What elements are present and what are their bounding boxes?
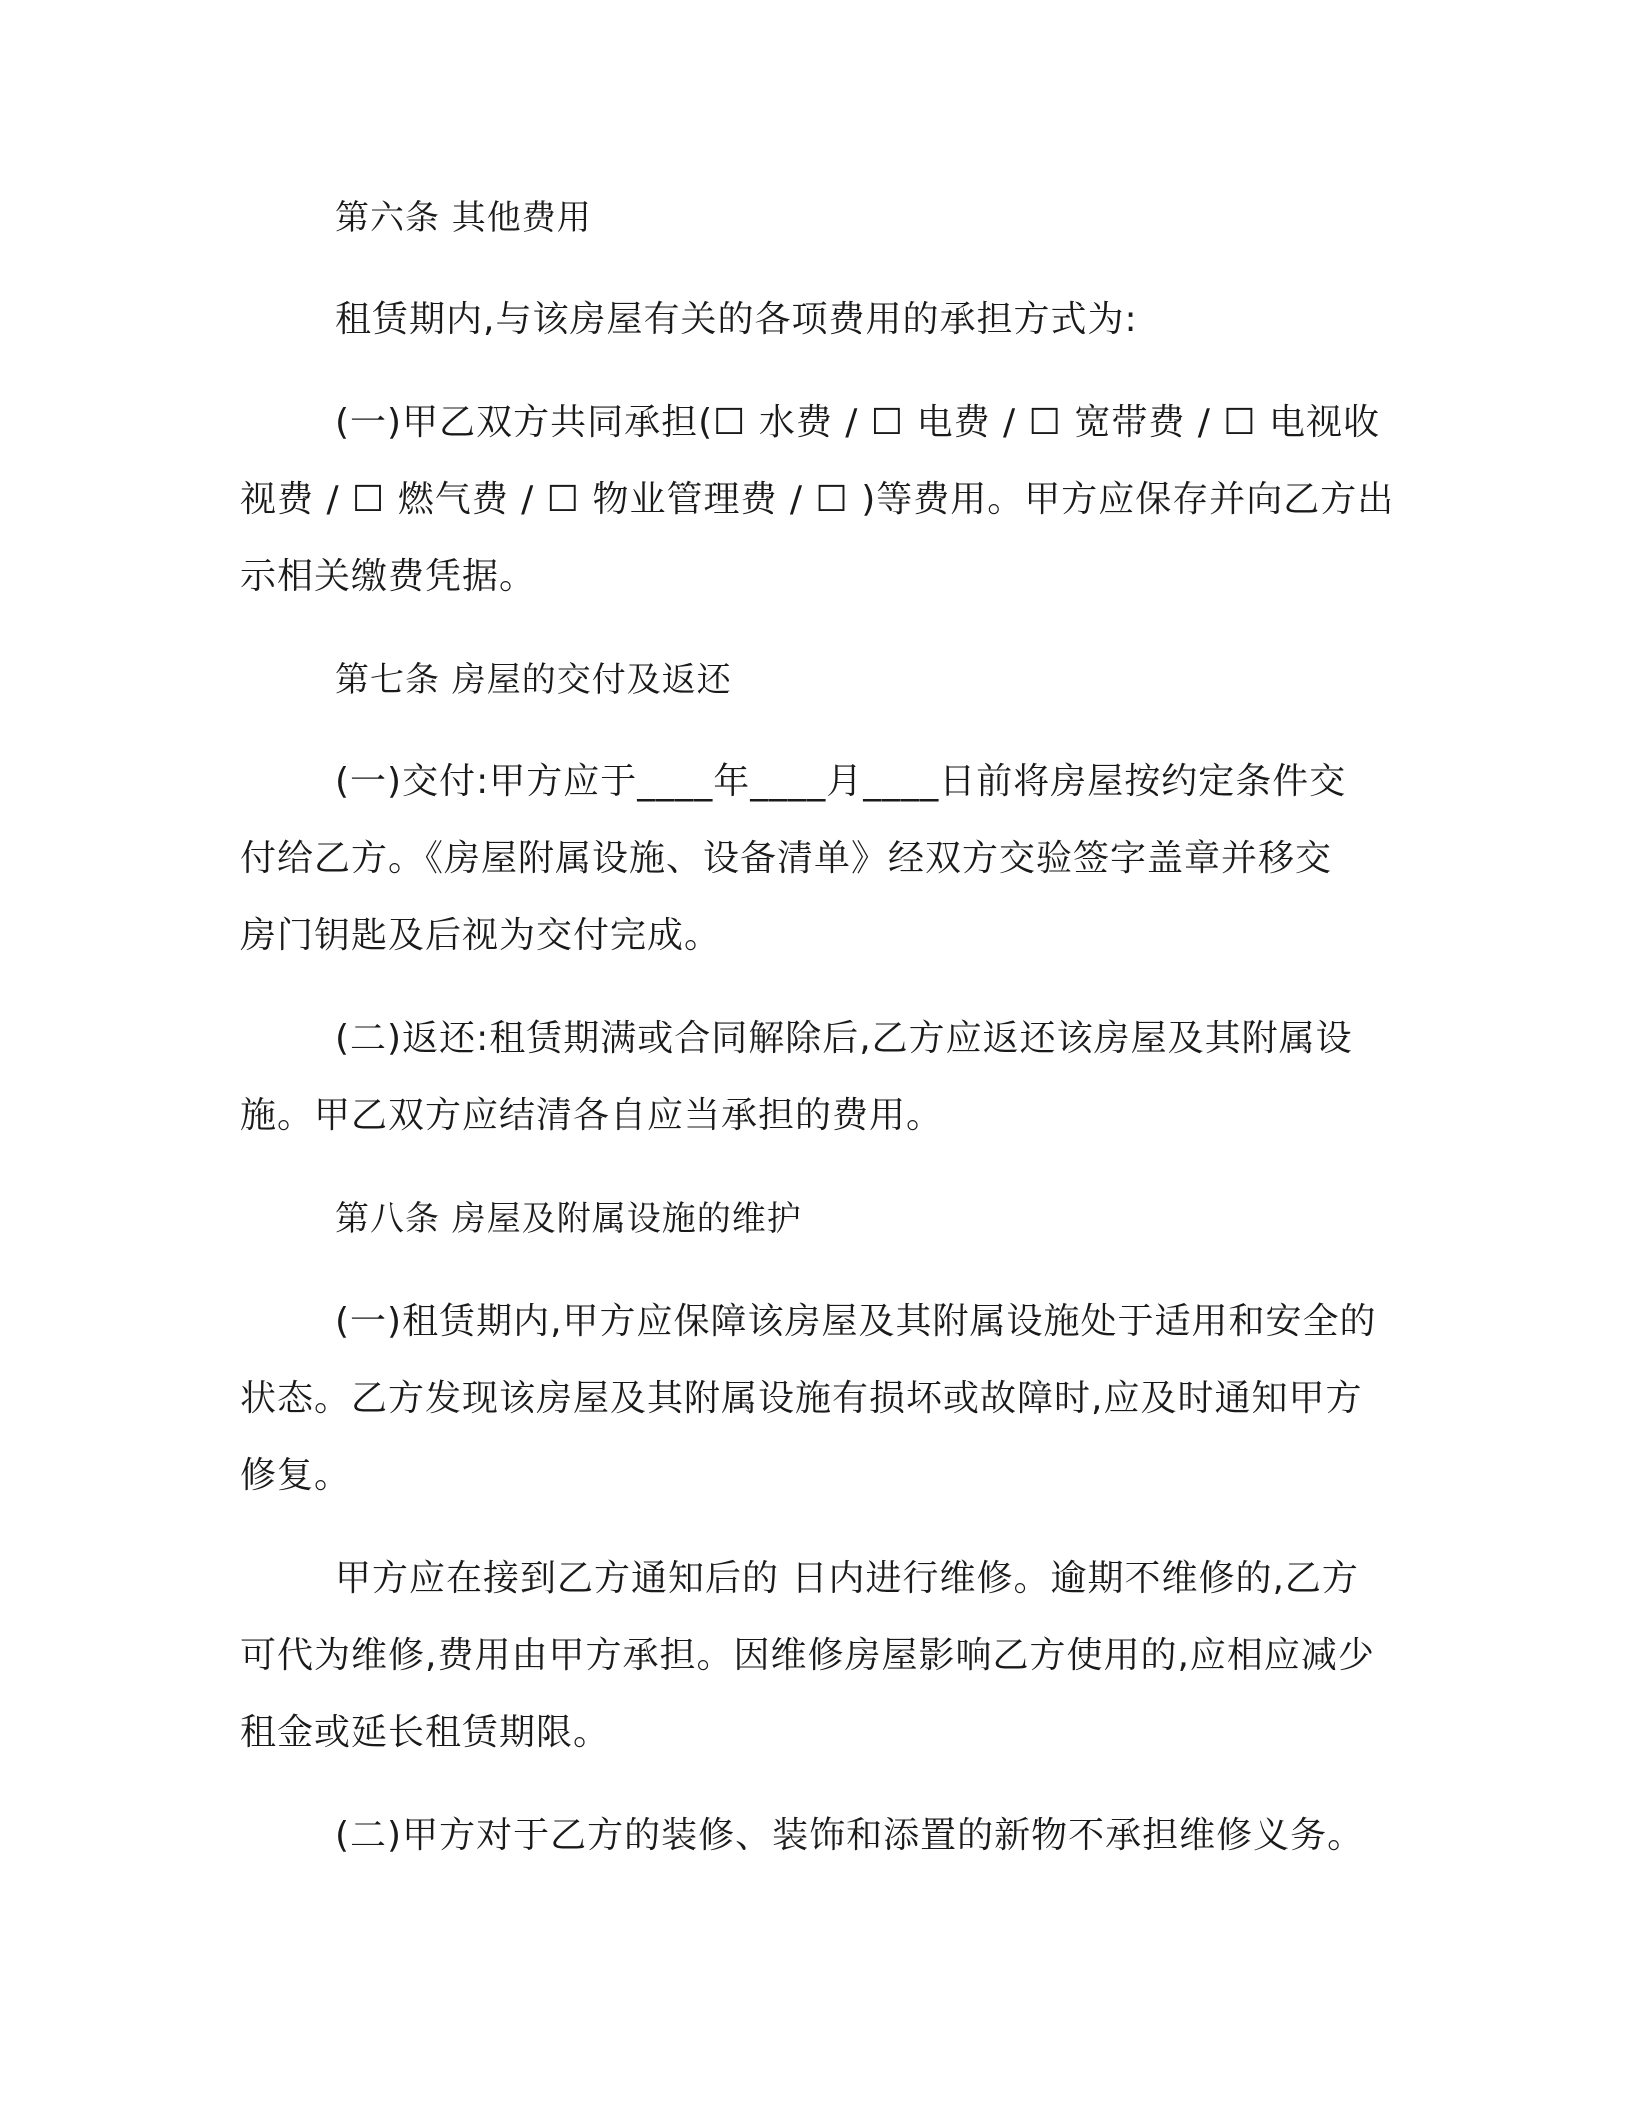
article-8-clause-1b-line-1: 甲方应在接到乙方通知后的 日内进行维修。逾期不维修的,乙方 bbox=[335, 1558, 1359, 1599]
article-7-clause-1-line-1: (一)交付:甲方应于____年____月____日前将房屋按约定条件交 bbox=[335, 761, 1347, 802]
article-6-clause-1-line-1: (一)甲乙双方共同承担(☐ 水费 / ☐ 电费 / ☐ 宽带费 / ☐ 电视收 bbox=[335, 402, 1381, 443]
article-7-clause-2-line-2: 施。甲乙双方应结清各自应当承担的费用。 bbox=[240, 1095, 944, 1136]
article-8-clause-1b-line-3: 租金或延长租赁期限。 bbox=[240, 1712, 611, 1753]
article-8-heading: 第八条 房屋及附属设施的维护 bbox=[335, 1199, 802, 1239]
article-6-heading: 第六条 其他费用 bbox=[335, 198, 592, 238]
article-8-clause-1-line-3: 修复。 bbox=[240, 1455, 352, 1496]
article-8-clause-2-line-1: (二)甲方对于乙方的装修、装饰和添置的新物不承担维修义务。 bbox=[335, 1815, 1365, 1856]
article-6-intro: 租赁期内,与该房屋有关的各项费用的承担方式为: bbox=[335, 299, 1138, 340]
article-7-clause-1-line-2: 付给乙方。《房屋附属设施、设备清单》经双方交验签字盖章并移交 bbox=[240, 838, 1333, 879]
article-6-clause-1-line-2: 视费 / ☐ 燃气费 / ☐ 物业管理费 / ☐ )等费用。甲方应保存并向乙方出 bbox=[240, 479, 1395, 520]
article-7-heading: 第七条 房屋的交付及返还 bbox=[335, 660, 732, 700]
article-7-clause-1-line-3: 房门钥匙及后视为交付完成。 bbox=[240, 915, 722, 956]
article-8-clause-1b-line-2: 可代为维修,费用由甲方承担。因维修房屋影响乙方使用的,应相应减少 bbox=[240, 1635, 1375, 1676]
article-6-clause-1-line-3: 示相关缴费凭据。 bbox=[240, 556, 537, 597]
article-7-clause-2-line-1: (二)返还:租赁期满或合同解除后,乙方应返还该房屋及其附属设 bbox=[335, 1018, 1353, 1059]
article-8-clause-1-line-2: 状态。乙方发现该房屋及其附属设施有损坏或故障时,应及时通知甲方 bbox=[240, 1378, 1363, 1419]
article-8-clause-1-line-1: (一)租赁期内,甲方应保障该房屋及其附属设施处于适用和安全的 bbox=[335, 1301, 1377, 1342]
